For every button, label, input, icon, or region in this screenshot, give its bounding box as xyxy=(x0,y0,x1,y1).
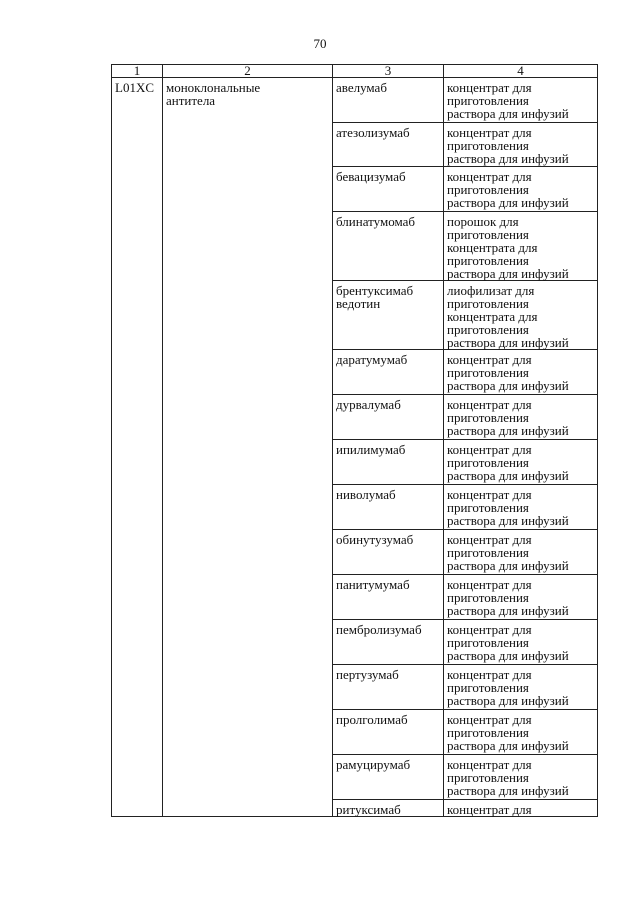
dosage-form-cell xyxy=(444,485,598,530)
drug-name-cell xyxy=(333,485,444,530)
dosage-form-cell xyxy=(444,440,598,485)
header-cell: 4 xyxy=(444,65,598,78)
dosage-form-line: концентрат для xyxy=(447,352,532,367)
drug-name-cell xyxy=(333,710,444,755)
dosage-form-line: приготовления xyxy=(447,322,529,337)
group-name-line: моноклональные xyxy=(166,80,261,95)
drug-name-line: блинатумомаб xyxy=(336,214,415,229)
dosage-form-line: раствора для инфузий xyxy=(447,648,569,663)
table-row xyxy=(112,78,598,123)
drug-name-line: пембролизумаб xyxy=(336,622,422,637)
dosage-form-line: раствора для инфузий xyxy=(447,106,569,121)
dosage-form-line: приготовления xyxy=(447,455,529,470)
header-cell: 3 xyxy=(333,65,444,78)
drug-name-line: авелумаб xyxy=(336,80,387,95)
drug-name-cell xyxy=(333,440,444,485)
dosage-form-line: концентрата для xyxy=(447,309,538,324)
dosage-form-line: раствора для инфузий xyxy=(447,423,569,438)
dosage-form-cell xyxy=(444,800,598,817)
dosage-form-line: раствора для инфузий xyxy=(447,783,569,798)
drug-name-cell xyxy=(333,755,444,800)
dosage-form-cell xyxy=(444,665,598,710)
dosage-form-line: концентрат для xyxy=(447,487,532,502)
dosage-form-line: приготовления xyxy=(447,770,529,785)
dosage-form-cell xyxy=(444,123,598,167)
drug-name-cell xyxy=(333,212,444,281)
group-code-cell xyxy=(112,78,163,817)
dosage-form-line: раствора для инфузий xyxy=(447,195,569,210)
dosage-form-cell xyxy=(444,530,598,575)
dosage-form-line: раствора для инфузий xyxy=(447,693,569,708)
drug-name-cell xyxy=(333,123,444,167)
dosage-form-cell xyxy=(444,167,598,212)
dosage-form-line: приготовления xyxy=(447,500,529,515)
dosage-form-line: раствора для инфузий xyxy=(447,335,569,350)
dosage-form-line: лиофилизат для xyxy=(447,283,535,298)
drug-name-line: ниволумаб xyxy=(336,487,396,502)
dosage-form-line: приготовления xyxy=(447,725,529,740)
dosage-form-line: концентрат для xyxy=(447,622,532,637)
dosage-form-cell xyxy=(444,395,598,440)
drug-name-cell xyxy=(333,167,444,212)
dosage-form-cell xyxy=(444,78,598,123)
dosage-form-line: приготовления xyxy=(447,253,529,268)
drug-name-line: брентуксимаб xyxy=(336,283,414,298)
dosage-form-line: концентрат для xyxy=(447,667,532,682)
dosage-form-line: раствора для инфузий xyxy=(447,266,569,281)
drug-name-line: пролголимаб xyxy=(336,712,408,727)
dosage-form-line: раствора для инфузий xyxy=(447,468,569,483)
header-cell: 1 xyxy=(112,65,163,78)
dosage-form-line: приготовления xyxy=(447,680,529,695)
dosage-form-line: концентрата для xyxy=(447,240,538,255)
dosage-form-line: концентрат для xyxy=(447,802,532,817)
dosage-form-line: приготовления xyxy=(447,93,529,108)
drug-name-line: бевацизумаб xyxy=(336,169,406,184)
drug-name-line: обинутузумаб xyxy=(336,532,414,547)
drug-table xyxy=(111,64,598,817)
dosage-form-cell xyxy=(444,350,598,395)
drug-name-cell xyxy=(333,800,444,817)
table-header-row xyxy=(112,65,598,78)
dosage-form-line: концентрат для xyxy=(447,577,532,592)
dosage-form-line: концентрат для xyxy=(447,169,532,184)
drug-name-line: атезолизумаб xyxy=(336,125,410,140)
header-cell: 2 xyxy=(163,65,333,78)
drug-name-line: ритуксимаб xyxy=(336,802,401,817)
drug-name-cell xyxy=(333,395,444,440)
dosage-form-line: концентрат для xyxy=(447,397,532,412)
dosage-form-line: приготовления xyxy=(447,410,529,425)
dosage-form-line: приготовления xyxy=(447,296,529,311)
dosage-form-line: приготовления xyxy=(447,227,529,242)
dosage-form-line: приготовления xyxy=(447,182,529,197)
dosage-form-line: приготовления xyxy=(447,635,529,650)
dosage-form-line: концентрат для xyxy=(447,757,532,772)
drug-name-cell xyxy=(333,575,444,620)
dosage-form-line: раствора для инфузий xyxy=(447,378,569,393)
table-body xyxy=(112,78,598,817)
dosage-form-line: раствора для инфузий xyxy=(447,603,569,618)
drug-name-line: дурвалумаб xyxy=(336,397,401,412)
dosage-form-line: приготовления xyxy=(447,138,529,153)
drug-name-cell xyxy=(333,78,444,123)
drug-name-cell xyxy=(333,620,444,665)
dosage-form-line: приготовления xyxy=(447,545,529,560)
dosage-form-line: порошок для xyxy=(447,214,519,229)
dosage-form-line: раствора для инфузий xyxy=(447,513,569,528)
dosage-form-line: раствора для инфузий xyxy=(447,738,569,753)
dosage-form-line: концентрат для xyxy=(447,80,532,95)
dosage-form-line: концентрат для xyxy=(447,532,532,547)
drug-name-line: панитумумаб xyxy=(336,577,410,592)
drug-table-container xyxy=(111,64,597,817)
drug-name-line: ведотин xyxy=(336,296,381,311)
dosage-form-line: приготовления xyxy=(447,590,529,605)
drug-name-cell xyxy=(333,281,444,350)
drug-name-cell xyxy=(333,530,444,575)
dosage-form-cell xyxy=(444,620,598,665)
dosage-form-line: раствора для инфузий xyxy=(447,151,569,166)
group-code: L01XC xyxy=(115,80,154,95)
dosage-form-cell xyxy=(444,710,598,755)
dosage-form-cell xyxy=(444,212,598,281)
dosage-form-line: раствора для инфузий xyxy=(447,558,569,573)
group-name-cell xyxy=(163,78,333,817)
drug-name-line: рамуцирумаб xyxy=(336,757,411,772)
drug-name-line: пертузумаб xyxy=(336,667,399,682)
dosage-form-line: концентрат для xyxy=(447,712,532,727)
drug-name-line: ипилимумаб xyxy=(336,442,406,457)
dosage-form-line: приготовления xyxy=(447,365,529,380)
page-number: 70 xyxy=(313,36,327,51)
drug-name-cell xyxy=(333,350,444,395)
dosage-form-cell xyxy=(444,755,598,800)
dosage-form-cell xyxy=(444,575,598,620)
dosage-form-line: концентрат для xyxy=(447,125,532,140)
group-name-line: антитела xyxy=(166,93,216,108)
dosage-form-cell xyxy=(444,281,598,350)
drug-name-cell xyxy=(333,665,444,710)
dosage-form-line: концентрат для xyxy=(447,442,532,457)
drug-name-line: даратумумаб xyxy=(336,352,408,367)
